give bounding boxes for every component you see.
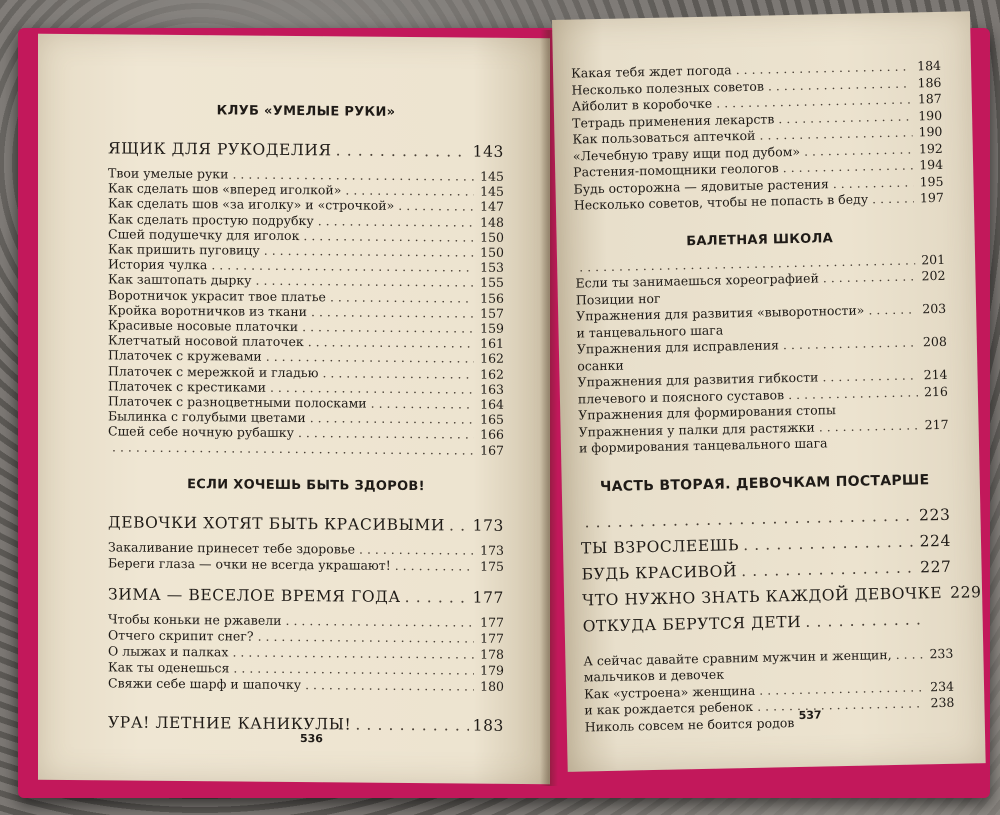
toc-entry-page: 194: [919, 156, 944, 173]
toc-chapters-part-two: [580, 501, 982, 639]
toc-entry-page: [929, 723, 955, 724]
toc-entry-label: Тетрадь применения лекарств: [571, 110, 775, 131]
toc-entry-label: ТЫ ВЗРОСЛЕЕШЬ: [580, 535, 740, 558]
toc-entry-label: О лыжах и палках: [108, 643, 229, 660]
section-title-ballet: БАЛЕТНАЯ ШКОЛА: [686, 230, 834, 249]
toc-entry-page: [920, 296, 946, 297]
toc-entry-page: 203: [922, 300, 947, 317]
toc-entry-page: 177: [480, 630, 504, 646]
toc-entry-label: Как сделать шов «за иголку» и «строчкой»: [108, 195, 395, 214]
toc-entry-page: [922, 412, 948, 413]
toc-entry-label: Береги глаза — очки не всегда украшают!: [108, 555, 391, 573]
toc-entry-label: Несколько полезных советов: [571, 78, 765, 98]
toc-entry-label: Твои умелые руки: [108, 165, 229, 182]
toc-entry-label: Как заштопать дырку: [108, 271, 252, 289]
toc-entry-page: [928, 674, 954, 675]
toc-entry-label: Как пришить пуговицу: [108, 241, 260, 258]
toc-entry-page: 192: [918, 140, 943, 156]
toc-entry-label: Айболит в коробочке: [571, 95, 713, 114]
toc-entry-page: 175: [480, 558, 504, 574]
chapter-row: [108, 513, 504, 534]
chapter-label: ДЕВОЧКИ ХОТЯТ БЫТЬ КРАСИВЫМИ: [108, 513, 446, 535]
toc-entry-label: и танцевального шага: [576, 321, 724, 341]
chapter-label: ЗИМА — ВЕСЕЛОЕ ВРЕМЯ ГОДА: [108, 585, 401, 606]
toc-entry-page: 167: [480, 442, 504, 458]
left-page-content: [108, 102, 504, 734]
toc-entry-label: ОТКУДА БЕРУТСЯ ДЕТИ: [582, 612, 802, 635]
toc-entry-page: 156: [480, 290, 504, 306]
toc-list-ballet: [575, 251, 949, 457]
toc-entry-label: Платочек с кружевами: [108, 347, 262, 365]
toc-entry-label: Сшей подушечку для иголок: [108, 226, 300, 243]
toc-entry-label: Николь совсем не боится родов: [584, 714, 795, 734]
toc-entry-page: 161: [480, 335, 504, 352]
toc-entry-page: 177: [480, 614, 504, 630]
chapter-label: УРА! ЛЕТНИЕ КАНИКУЛЫ!: [108, 713, 352, 734]
toc-entry-label: Былинка с голубыми цветами: [108, 408, 306, 426]
toc-entry-page: 216: [923, 383, 949, 399]
toc-entry-label: Кройка воротничков из ткани: [108, 302, 308, 319]
toc-entry-page: 145: [480, 183, 504, 200]
page-number-right: 537: [798, 708, 822, 722]
toc-entry-label: и как рождается ребенок: [584, 698, 754, 718]
toc-entry-label: Какая тебя ждет погода: [570, 62, 732, 81]
toc-entry-page: 159: [480, 320, 504, 336]
toc-entry-label: Упражнения для исправления: [576, 337, 780, 357]
toc-entry-label: История чулка: [108, 256, 208, 273]
toc-entry-page: 165: [480, 411, 504, 428]
toc-entry-label: Платочек с разноцветными полосками: [108, 393, 367, 411]
toc-entry-label: Упражнения для развития «выворотности»: [576, 302, 865, 324]
toc-entry-label: Как сделать шов «вперед иголкой»: [108, 180, 342, 198]
toc-entry-page: 190: [918, 107, 943, 123]
toc-entry-label: Чтобы коньки не ржавели: [108, 611, 282, 628]
chapter-row: [108, 585, 504, 606]
toc-entry-page: 184: [917, 57, 942, 74]
toc-entry-label: Несколько советов, чтобы не попасть в беду: [573, 191, 869, 213]
toc-entry-page: 150: [480, 244, 504, 260]
toc-entry-label: Свяжи себе шарф и шапочку: [108, 675, 302, 692]
toc-entry-page: 162: [480, 351, 504, 367]
toc-entry-page: [921, 362, 947, 363]
right-page-content: [570, 57, 982, 736]
toc-entry-label: Упражнения у палки для растяжки: [578, 419, 815, 440]
toc-entry-label: Платочек с мережкой и гладью: [108, 363, 319, 380]
toc-entry-page: 229: [949, 582, 982, 602]
toc-entry-label: мальчиков и девочек: [583, 666, 725, 685]
toc-entry-label: Отчего скрипит снег?: [108, 627, 254, 644]
toc-entry-label: Упражнения для формирования стопы: [578, 402, 837, 423]
toc-entry-label: и формирования танцевального шага: [578, 435, 828, 456]
toc-entry-label: Закаливание принесет тебе здоровье: [108, 539, 355, 557]
toc-entry-page: 187: [917, 90, 942, 107]
toc-entry-page: 164: [480, 396, 504, 412]
toc-entry-page: 173: [480, 542, 504, 558]
toc-entry-page: 224: [919, 531, 952, 550]
toc-entry-page: 166: [480, 427, 504, 443]
toc-entry-label: ЧТО НУЖНО ЗНАТЬ КАЖДОЙ ДЕВОЧКЕ: [581, 583, 943, 609]
toc-entry-page: 190: [918, 123, 943, 140]
toc-entry-label: Как сделать простую подрубку: [108, 210, 314, 228]
toc-entry-label: Как «устроена» женщина: [583, 682, 756, 701]
toc-entry-page: [927, 623, 953, 624]
chapter-page: 183: [472, 716, 504, 735]
toc-entry-label: плечевого и поясного суставов: [577, 386, 785, 407]
section-title-health: ЕСЛИ ХОЧЕШЬ БЫТЬ ЗДОРОВ!: [187, 476, 425, 495]
toc-entry-page: 234: [930, 678, 955, 694]
toc-entry-label: Упражнения для развития гибкости: [577, 369, 819, 390]
chapter-page: 173: [472, 516, 504, 535]
toc-entry-page: 197: [919, 189, 944, 206]
toc-entry-page: 147: [480, 199, 504, 215]
toc-entry-page: 153: [480, 259, 504, 276]
chapter-label: ЯЩИК ДЛЯ РУКОДЕЛИЯ: [108, 139, 332, 160]
toc-entry-label: осанки: [577, 357, 624, 374]
toc-entry-label: Клетчатый носовой платочек: [108, 332, 304, 350]
toc-entry-page: 214: [923, 366, 948, 383]
toc-entry-label: Будь осторожна — ядовитые растения: [573, 175, 829, 197]
toc-entry-label: БУДЬ КРАСИВОЙ: [581, 561, 738, 583]
toc-entry-label: Воротничок украсит твое платье: [108, 287, 326, 304]
toc-entry-page: 186: [917, 74, 942, 90]
right-page: [552, 11, 986, 772]
toc-entry-page: 201: [921, 251, 946, 267]
toc-entry-label: Сшей себе ночную рубашку: [108, 423, 294, 441]
toc-entry-label: А сейчас давайте сравним мужчин и женщин,: [583, 646, 892, 668]
toc-entry-page: 202: [921, 267, 946, 284]
toc-entry-page: 208: [922, 333, 947, 350]
toc-entry-page: 180: [480, 678, 504, 694]
toc-entry-page: 179: [480, 662, 504, 678]
toc-list-club: [108, 165, 504, 457]
toc-entry-page: 155: [480, 275, 504, 291]
toc-list-part-two: [583, 645, 955, 735]
toc-entry-label: Платочек с крестиками: [108, 378, 266, 395]
toc-entry-page: 223: [918, 505, 951, 524]
toc-list-medicine: [571, 58, 944, 214]
toc-entry-page: 178: [480, 646, 504, 662]
section-title-part-two: ЧАСТЬ ВТОРАЯ. ДЕВОЧКАМ ПОСТАРШЕ: [599, 471, 930, 495]
toc-entry-label: «Лечебную траву ищи под дубом»: [572, 143, 801, 164]
toc-entry-page: 163: [480, 381, 504, 397]
toc-list-health-2: [108, 611, 504, 694]
toc-entry-page: 195: [919, 173, 944, 189]
chapter-row: [108, 139, 504, 160]
chapter-page: 177: [472, 588, 504, 607]
section-title-club: КЛУБ «УМЕЛЫЕ РУКИ»: [216, 103, 396, 120]
toc-entry-page: 162: [480, 366, 504, 382]
toc-entry-page: 238: [930, 694, 955, 711]
toc-entry-page: [921, 329, 947, 330]
toc-entry-page: 145: [480, 168, 504, 184]
toc-entry-label: Растения-помощники геологов: [573, 160, 779, 180]
left-page: [38, 34, 550, 784]
toc-entry-label: Позиции ног: [575, 290, 661, 308]
toc-entry-page: 233: [929, 645, 954, 661]
toc-entry-label: Как ты оденешься: [108, 659, 230, 676]
toc-entry-page: 217: [924, 416, 949, 432]
page-number-left: 536: [300, 732, 323, 746]
toc-entry-page: 148: [480, 214, 504, 230]
toc-entry-page: 150: [480, 229, 504, 245]
toc-entry-label: Если ты занимаешься хореографией: [575, 270, 819, 291]
toc-list-health-1: [108, 539, 504, 574]
toc-entry-label: Красивые носовые платочки: [108, 317, 299, 335]
toc-entry-page: 227: [919, 557, 952, 576]
toc-entry-page: 157: [480, 305, 504, 321]
toc-entry-label: Как пользоваться аптечкой: [572, 127, 756, 147]
toc-entry-page: [923, 445, 949, 446]
chapter-page: 143: [472, 142, 504, 161]
